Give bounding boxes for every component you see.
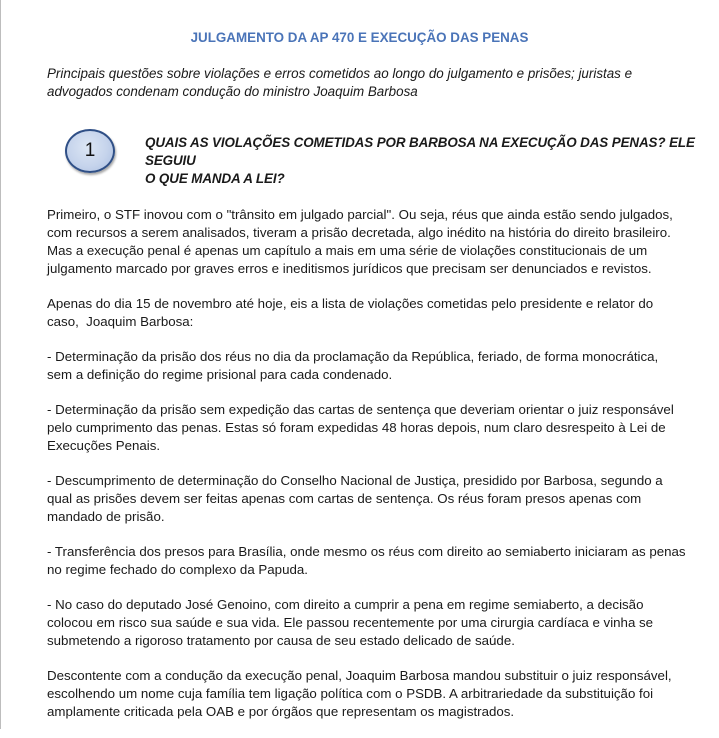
text-line: pelo cumprimento das penas. Estas só foram expedidas 48 horas depois, num claro desrespeito à Lei de: [47, 420, 666, 435]
text-line: Mas a execução penal é apenas um capítulo a mais em uma série de violações constitucionais de um: [47, 243, 648, 258]
text-line: amplamente criticada pela OAB e por órgãos que representam os magistrados.: [47, 704, 515, 719]
subtitle-line: advogados condenam condução do ministro Joaquim Barbosa: [47, 84, 418, 99]
text-line: submetendo a rigoroso tratamento por causa de seu estado delicado de saúde.: [47, 633, 515, 648]
question-line: O QUE MANDA A LEI?: [145, 171, 285, 186]
text-line: colocou em risco sua saúde e sua vida. Ele passou recentemente por uma cirurgia cardíaca e vinha se: [47, 615, 654, 630]
page-left-border: [0, 0, 1, 729]
body-text: [47, 206, 707, 738]
paragraph: [47, 596, 707, 650]
text-line: - Transferência dos presos para Brasília, onde mesmo os réus com direito ao semiaberto iniciaram as penas: [47, 544, 686, 559]
text-line: com recursos a serem analisados, tiveram a prisão decretada, algo inédito na história do direito brasileiro.: [47, 225, 671, 240]
document-subtitle: [47, 65, 697, 101]
text-line: - Determinação da prisão dos réus no dia da proclamação da República, feriado, de forma monocrática,: [47, 349, 659, 364]
subtitle-line: Principais questões sobre violações e erros cometidos ao longo do julgamento e prisões; juristas e: [47, 66, 633, 81]
question-number: 1: [84, 140, 96, 161]
paragraph: [47, 472, 707, 526]
text-line: sem a definição do regime prisional para cada condenado.: [47, 367, 393, 382]
text-line: Apenas do dia 15 de novembro até hoje, eis a lista de violações cometidas pelo presidente e relator do: [47, 296, 654, 311]
text-line: mandado de prisão.: [47, 509, 165, 524]
paragraph: [47, 295, 707, 331]
text-line: qual as prisões devem ser feitas apenas com cartas de sentença. Os réus foram presos apenas com: [47, 491, 642, 506]
question-heading: [145, 134, 705, 188]
text-line: Primeiro, o STF inovou com o "trânsito em julgado parcial". Ou seja, réus que ainda estão sendo julgados,: [47, 207, 673, 222]
text-line: no regime fechado do complexo da Papuda.: [47, 562, 308, 577]
question-line: QUAIS AS VIOLAÇÕES COMETIDAS POR BARBOSA NA EXECUÇÃO DAS PENAS? ELE SEGUIU: [145, 135, 695, 168]
text-line: - Determinação da prisão sem expedição das cartas de sentença que deveriam orientar o juiz responsável: [47, 402, 674, 417]
question-number-badge: [65, 129, 115, 173]
text-line: caso, Joaquim Barbosa:: [47, 314, 194, 329]
text-line: julgamento marcado por graves erros e ineditismos jurídicos que precisam ser denunciados e revistos.: [47, 261, 652, 276]
text-line: Descontente com a condução da execução penal, Joaquim Barbosa mandou substituir o juiz responsável,: [47, 668, 672, 683]
paragraph: [47, 401, 707, 455]
document-title: JULGAMENTO DA AP 470 E EXECUÇÃO DAS PENAS: [190, 30, 529, 45]
paragraph: [47, 206, 707, 278]
paragraph: [47, 348, 707, 384]
text-line: escolhendo um nome cuja família tem ligação política com o PSDB. A arbitrariedade da substituição foi: [47, 686, 654, 701]
paragraph: [47, 667, 707, 721]
paragraph: [47, 543, 707, 579]
text-line: - No caso do deputado José Genoino, com direito a cumprir a pena em regime semiaberto, a decisão: [47, 597, 644, 612]
text-line: - Descumprimento de determinação do Conselho Nacional de Justiça, presidido por Barbosa, segundo a: [47, 473, 663, 488]
text-line: Execuções Penais.: [47, 438, 161, 453]
